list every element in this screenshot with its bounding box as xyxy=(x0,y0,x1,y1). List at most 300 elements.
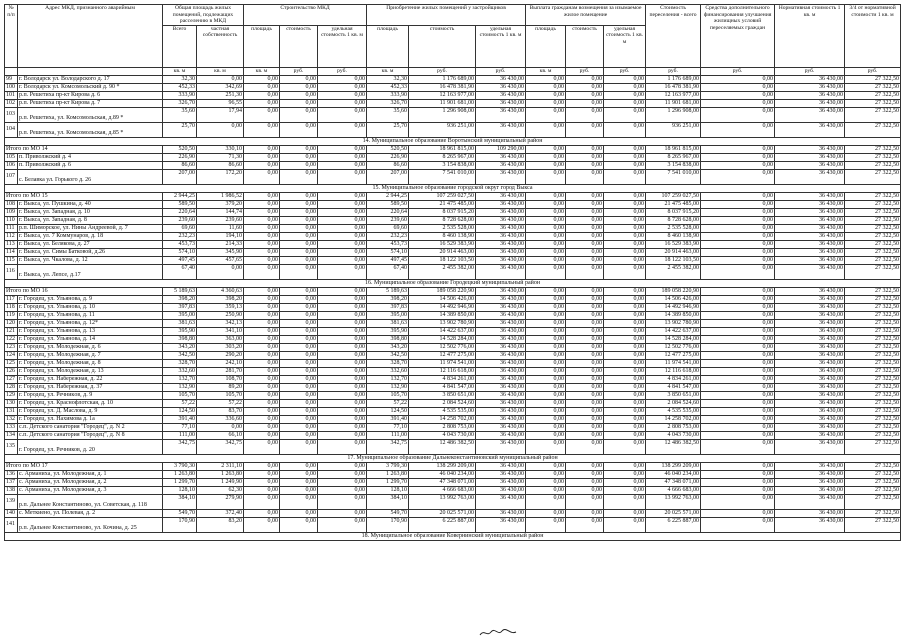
row-value: 290,20 xyxy=(197,351,244,359)
row-value: 0,00 xyxy=(280,232,318,240)
row-value: 83,70 xyxy=(197,407,244,415)
row-value: 21 475 485,00 xyxy=(646,200,701,208)
row-address: р.п. Решетиха пр-кт Кирова д. 6 xyxy=(18,91,163,99)
row-value: 27 322,50 xyxy=(845,431,901,439)
row-value: 0,00 xyxy=(318,83,367,91)
section-heading: 14. Муниципальное образование Воротынский муниципальный район xyxy=(5,137,901,145)
row-value: 1 986,52 xyxy=(197,192,244,200)
row-value: 144,74 xyxy=(197,208,244,216)
row-number: 102 xyxy=(5,99,18,107)
row-address: г. Городец, ул. Нахимова д. 1а xyxy=(18,415,163,423)
row-value: 3 850 651,00 xyxy=(409,391,476,399)
row-value: 0,00 xyxy=(318,439,367,454)
row-address: р.п. Решетиха, ул. Комсомольская, д.85 * xyxy=(18,122,163,137)
section-heading-row xyxy=(5,532,901,540)
row-address: р.п. Решетиха, ул. Комсомольская, д.89 * xyxy=(18,107,163,122)
row-value: 0,00 xyxy=(701,399,775,407)
row-value: 0,00 xyxy=(701,161,775,169)
row-value: 0,00 xyxy=(566,145,604,153)
row-value: 0,00 xyxy=(526,478,566,486)
row-value: 0,00 xyxy=(566,399,604,407)
row-value: 391,40 xyxy=(367,415,409,423)
row-value: 36 430,00 xyxy=(476,462,526,470)
table-row xyxy=(5,383,901,391)
row-value: 36 430,00 xyxy=(775,248,845,256)
row-value: 207,00 xyxy=(163,169,197,184)
table-row xyxy=(5,367,901,375)
row-value: 0,00 xyxy=(244,509,280,517)
row-value: 0,00 xyxy=(604,161,646,169)
row-value: 0,00 xyxy=(244,415,280,423)
table-row xyxy=(5,216,901,224)
row-value: 0,00 xyxy=(280,415,318,423)
row-value: 36 430,00 xyxy=(476,287,526,295)
row-number: 138 xyxy=(5,486,18,494)
row-value: 6 225 887,00 xyxy=(646,517,701,532)
row-value: 170,90 xyxy=(367,517,409,532)
row-value: 0,00 xyxy=(566,407,604,415)
row-value: 107 259 027,50 xyxy=(646,192,701,200)
row-value: 0,00 xyxy=(318,486,367,494)
row-value: 574,10 xyxy=(163,248,197,256)
row-value: 342,13 xyxy=(197,319,244,327)
row-value: 1 263,80 xyxy=(163,470,197,478)
row-value: 0,00 xyxy=(244,145,280,153)
units-cell: кв. м xyxy=(526,67,566,75)
section-heading-row xyxy=(5,279,901,287)
row-value: 0,00 xyxy=(280,367,318,375)
row-value: 250,90 xyxy=(197,311,244,319)
row-value: 0,00 xyxy=(318,169,367,184)
row-value: 36 430,00 xyxy=(476,439,526,454)
row-value: 384,10 xyxy=(367,494,409,509)
row-address: с.п. Детского санатория "Городец", д. N 8 xyxy=(18,431,163,439)
row-value: 13 902 780,90 xyxy=(409,319,476,327)
row-value: 398,20 xyxy=(197,295,244,303)
row-value: 0,00 xyxy=(701,287,775,295)
row-address: г. Городец, ул. Ульянова, д. 13 xyxy=(18,327,163,335)
row-address: г. Выкса, ул. Лепсе, д.17 xyxy=(18,264,163,279)
row-value: 0,00 xyxy=(244,99,280,107)
row-value: 109 290,00 xyxy=(476,145,526,153)
row-value: 21 475 485,00 xyxy=(409,200,476,208)
row-value: 0,00 xyxy=(526,208,566,216)
row-value: 27 322,50 xyxy=(845,494,901,509)
row-value: 0,00 xyxy=(566,383,604,391)
row-value: 0,00 xyxy=(701,264,775,279)
row-value: 36 430,00 xyxy=(476,486,526,494)
row-address: с.п. Детского санатория "Городец", д. N 2 xyxy=(18,423,163,431)
row-value: 0,00 xyxy=(701,99,775,107)
row-value: 0,00 xyxy=(604,423,646,431)
row-value: 0,00 xyxy=(526,423,566,431)
row-value: 0,00 xyxy=(318,311,367,319)
row-value: 0,00 xyxy=(318,122,367,137)
row-number: 120 xyxy=(5,319,18,327)
row-value: 1 176 689,00 xyxy=(409,75,476,83)
table-row xyxy=(5,264,901,279)
row-number: 110 xyxy=(5,216,18,224)
row-value: 395,00 xyxy=(367,311,409,319)
row-number: 125 xyxy=(5,359,18,367)
row-value: 12 116 618,00 xyxy=(646,367,701,375)
row-value: 0,00 xyxy=(566,240,604,248)
row-number: 114 xyxy=(5,248,18,256)
row-value: 83,20 xyxy=(197,517,244,532)
row-value: 66,10 xyxy=(197,431,244,439)
row-value: 0,00 xyxy=(280,470,318,478)
row-value: 8 037 915,20 xyxy=(409,208,476,216)
row-value: 0,00 xyxy=(566,431,604,439)
row-value: 4 360,63 xyxy=(197,287,244,295)
row-value: 36 430,00 xyxy=(775,470,845,478)
row-value: 25,70 xyxy=(367,122,409,137)
table-row xyxy=(5,169,901,184)
row-value: 36 430,00 xyxy=(476,383,526,391)
row-value: 36 430,00 xyxy=(775,264,845,279)
row-value: 14 422 637,00 xyxy=(409,327,476,335)
row-value: 239,60 xyxy=(367,216,409,224)
row-value: 384,10 xyxy=(163,494,197,509)
row-value: 14 258 702,00 xyxy=(409,415,476,423)
row-value: 0,00 xyxy=(566,287,604,295)
row-value: 0,00 xyxy=(318,407,367,415)
row-value: 32,30 xyxy=(163,75,197,83)
row-value: 0,00 xyxy=(244,107,280,122)
row-value: 0,00 xyxy=(566,351,604,359)
table-row xyxy=(5,359,901,367)
row-value: 36 430,00 xyxy=(476,327,526,335)
row-value: 14 492 946,90 xyxy=(646,303,701,311)
row-value: 342,69 xyxy=(197,83,244,91)
row-value: 342,50 xyxy=(163,351,197,359)
row-value: 0,00 xyxy=(526,122,566,137)
row-value: 0,00 xyxy=(280,295,318,303)
row-number: 116 xyxy=(5,264,18,279)
row-value: 0,00 xyxy=(526,383,566,391)
subtotal-row xyxy=(5,287,901,295)
col-comp-unit: удельная стоимость 1 кв. м xyxy=(604,25,646,67)
row-value: 0,00 xyxy=(566,83,604,91)
row-value: 0,00 xyxy=(280,431,318,439)
row-value: 172,20 xyxy=(197,169,244,184)
row-value: 4 535 535,00 xyxy=(409,407,476,415)
row-value: 7 541 010,00 xyxy=(646,169,701,184)
row-value: 14 258 702,00 xyxy=(646,415,701,423)
row-number: 127 xyxy=(5,375,18,383)
units-cell: руб. xyxy=(701,67,775,75)
row-value: 27 322,50 xyxy=(845,264,901,279)
row-value: 0,00 xyxy=(244,367,280,375)
row-value: 27 322,50 xyxy=(845,375,901,383)
row-value: 6 225 887,00 xyxy=(409,517,476,532)
row-value: 0,00 xyxy=(244,161,280,169)
row-value: 132,70 xyxy=(367,375,409,383)
row-value: 341,10 xyxy=(197,327,244,335)
row-value: 0,00 xyxy=(526,367,566,375)
row-value: 0,00 xyxy=(318,399,367,407)
subtotal-label: Итого по МО 17 xyxy=(5,462,163,470)
row-number: 112 xyxy=(5,232,18,240)
row-number: 131 xyxy=(5,407,18,415)
row-value: 0,00 xyxy=(318,351,367,359)
row-value: 36 430,00 xyxy=(775,200,845,208)
row-value: 20 025 571,00 xyxy=(646,509,701,517)
row-value: 124,50 xyxy=(163,407,197,415)
row-address: г. Выкса, ул. Чкалова, д. 12 xyxy=(18,256,163,264)
row-value: 128,10 xyxy=(163,486,197,494)
section-heading-row xyxy=(5,137,901,145)
row-value: 12 116 618,00 xyxy=(409,367,476,375)
col-buy-area: площадь xyxy=(367,25,409,67)
row-value: 18 961 815,00 xyxy=(646,145,701,153)
row-address: с. Меткиено, ул. Полевая, д. 2 xyxy=(18,509,163,517)
row-value: 86,60 xyxy=(197,161,244,169)
row-value: 0,00 xyxy=(701,462,775,470)
row-value: 36 430,00 xyxy=(476,343,526,351)
row-value: 0,00 xyxy=(526,517,566,532)
row-value: 0,00 xyxy=(318,208,367,216)
row-number: 103 xyxy=(5,107,18,122)
row-value: 342,75 xyxy=(163,439,197,454)
row-value: 20 025 571,00 xyxy=(409,509,476,517)
row-value: 18 122 103,50 xyxy=(409,256,476,264)
subtotal-row xyxy=(5,462,901,470)
row-value: 27 322,50 xyxy=(845,153,901,161)
row-value: 0,00 xyxy=(280,335,318,343)
row-value: 549,70 xyxy=(163,509,197,517)
row-value: 36 430,00 xyxy=(775,99,845,107)
row-value: 0,00 xyxy=(244,224,280,232)
row-value: 0,00 xyxy=(566,224,604,232)
row-value: 108,70 xyxy=(197,375,244,383)
row-value: 0,00 xyxy=(526,264,566,279)
row-value: 0,00 xyxy=(244,327,280,335)
row-number: 101 xyxy=(5,91,18,99)
row-value: 2 808 753,00 xyxy=(646,423,701,431)
row-value: 36 430,00 xyxy=(775,240,845,248)
row-value: 13 992 763,00 xyxy=(409,494,476,509)
units-cell: руб. xyxy=(318,67,367,75)
row-value: 232,23 xyxy=(367,232,409,240)
row-value: 0,00 xyxy=(244,407,280,415)
row-value: 0,00 xyxy=(244,75,280,83)
row-address: с. Белавка ул. Горького д. 26 xyxy=(18,169,163,184)
subtotal-label: Итого по МО 15 xyxy=(5,192,163,200)
row-value: 4 834 261,00 xyxy=(409,375,476,383)
row-value: 0,00 xyxy=(566,462,604,470)
row-value: 128,10 xyxy=(367,486,409,494)
row-value: 0,00 xyxy=(318,383,367,391)
col-comp-area: площадь xyxy=(526,25,566,67)
row-value: 0,00 xyxy=(604,192,646,200)
row-value: 12 477 275,00 xyxy=(409,351,476,359)
row-value: 11 974 541,00 xyxy=(409,359,476,367)
row-value: 0,00 xyxy=(244,91,280,99)
row-number: 135 xyxy=(5,439,18,454)
row-value: 281,70 xyxy=(197,367,244,375)
row-value: 0,00 xyxy=(701,75,775,83)
row-value: 0,00 xyxy=(280,517,318,532)
row-value: 67,40 xyxy=(367,264,409,279)
row-value: 36 430,00 xyxy=(476,232,526,240)
row-value: 328,70 xyxy=(367,359,409,367)
col-address: Адрес МКД, признанного аварийным xyxy=(18,5,163,68)
row-value: 0,00 xyxy=(318,462,367,470)
row-value: 27 322,50 xyxy=(845,169,901,184)
row-value: 395,90 xyxy=(163,327,197,335)
row-value: 0,00 xyxy=(701,423,775,431)
row-value: 398,20 xyxy=(163,295,197,303)
table-row xyxy=(5,407,901,415)
row-value: 47 348 071,00 xyxy=(646,478,701,486)
row-value: 36 430,00 xyxy=(775,91,845,99)
row-value: 0,00 xyxy=(280,439,318,454)
row-value: 27 322,50 xyxy=(845,161,901,169)
row-value: 2 535 528,00 xyxy=(646,224,701,232)
row-value: 36 430,00 xyxy=(476,216,526,224)
row-value: 3 154 838,00 xyxy=(646,161,701,169)
row-value: 0,00 xyxy=(566,107,604,122)
row-value: 0,00 xyxy=(604,99,646,107)
row-value: 36 430,00 xyxy=(775,486,845,494)
row-value: 332,60 xyxy=(367,367,409,375)
row-value: 0,00 xyxy=(566,208,604,216)
units-cell xyxy=(5,67,18,75)
row-value: 4 043 730,00 xyxy=(646,431,701,439)
row-value: 0,00 xyxy=(604,327,646,335)
row-value: 0,00 xyxy=(244,295,280,303)
row-value: 0,00 xyxy=(318,161,367,169)
row-value: 36 430,00 xyxy=(775,415,845,423)
col-area-total: Всего xyxy=(163,25,197,67)
row-value: 27 322,50 xyxy=(845,517,901,532)
row-value: 69,60 xyxy=(367,224,409,232)
row-value: 0,00 xyxy=(280,351,318,359)
units-cell xyxy=(18,67,163,75)
row-value: 520,50 xyxy=(163,145,197,153)
row-value: 0,00 xyxy=(244,248,280,256)
row-value: 0,00 xyxy=(526,327,566,335)
row-address: г. Городец, ул. Ульянова, д. 9 xyxy=(18,295,163,303)
row-value: 27 322,50 xyxy=(845,224,901,232)
row-value: 0,00 xyxy=(526,107,566,122)
row-number: 115 xyxy=(5,256,18,264)
col-build-area: площадь xyxy=(244,25,280,67)
row-value: 36 430,00 xyxy=(775,407,845,415)
row-address: г. Городец, ул. Молодежная, д. 13 xyxy=(18,367,163,375)
row-value: 0,00 xyxy=(197,75,244,83)
row-value: 105,70 xyxy=(367,391,409,399)
row-value: 36 430,00 xyxy=(476,359,526,367)
row-value: 36 430,00 xyxy=(476,391,526,399)
row-value: 0,00 xyxy=(318,248,367,256)
row-value: 239,60 xyxy=(163,216,197,224)
row-value: 105,70 xyxy=(163,391,197,399)
row-value: 0,00 xyxy=(701,335,775,343)
row-value: 0,00 xyxy=(604,232,646,240)
row-value: 16 478 381,90 xyxy=(646,83,701,91)
table-row xyxy=(5,153,901,161)
row-value: 0,00 xyxy=(318,287,367,295)
row-value: 345,90 xyxy=(197,248,244,256)
row-value: 0,00 xyxy=(280,200,318,208)
row-value: 0,00 xyxy=(280,311,318,319)
row-value: 0,00 xyxy=(566,478,604,486)
row-value: 0,00 xyxy=(701,494,775,509)
row-value: 27 322,50 xyxy=(845,216,901,224)
row-value: 0,00 xyxy=(604,351,646,359)
row-value: 0,00 xyxy=(604,216,646,224)
row-value: 2 311,10 xyxy=(197,462,244,470)
row-value: 0,00 xyxy=(566,517,604,532)
row-value: 0,00 xyxy=(526,91,566,99)
row-address: г. Городец, ул. Молодежная, д. 8 xyxy=(18,359,163,367)
row-value: 36 430,00 xyxy=(476,295,526,303)
row-value: 14 506 426,00 xyxy=(409,295,476,303)
row-number: 111 xyxy=(5,224,18,232)
row-value: 303,20 xyxy=(197,343,244,351)
table-row xyxy=(5,224,901,232)
row-value: 0,00 xyxy=(566,319,604,327)
row-value: 0,00 xyxy=(604,494,646,509)
row-value: 36 430,00 xyxy=(476,240,526,248)
row-address: г. Выкса, ул. Белякова, д. 27 xyxy=(18,240,163,248)
row-address: г. Городец, ул. Молодежная, д. 7 xyxy=(18,351,163,359)
row-value: 4 535 535,00 xyxy=(646,407,701,415)
row-value: 0,00 xyxy=(526,169,566,184)
row-value: 27 322,50 xyxy=(845,470,901,478)
row-value: 36 430,00 xyxy=(775,335,845,343)
row-value: 328,70 xyxy=(163,359,197,367)
row-value: 1 299,70 xyxy=(163,478,197,486)
row-number: 130 xyxy=(5,399,18,407)
table-row xyxy=(5,232,901,240)
row-value: 0,00 xyxy=(526,391,566,399)
col-group-area: Общая площадь жилых помещений, подлежащих расселению в МКД xyxy=(163,5,244,26)
row-value: 8 265 967,00 xyxy=(409,153,476,161)
row-value: 0,00 xyxy=(701,470,775,478)
row-value: 0,00 xyxy=(244,319,280,327)
row-value: 0,00 xyxy=(318,327,367,335)
subtotal-row xyxy=(5,145,901,153)
row-value: 3 154 838,00 xyxy=(409,161,476,169)
row-value: 2 455 382,00 xyxy=(646,264,701,279)
table-row xyxy=(5,99,901,107)
row-value: 0,00 xyxy=(566,216,604,224)
row-value: 0,00 xyxy=(526,509,566,517)
row-value: 0,00 xyxy=(701,359,775,367)
row-number: 107 xyxy=(5,169,18,184)
row-value: 0,00 xyxy=(244,287,280,295)
row-value: 0,00 xyxy=(318,224,367,232)
row-value: 36 430,00 xyxy=(476,122,526,137)
row-value: 936 251,00 xyxy=(409,122,476,137)
row-value: 36 430,00 xyxy=(775,399,845,407)
row-value: 0,00 xyxy=(701,407,775,415)
row-value: 0,00 xyxy=(280,494,318,509)
row-value: 57,22 xyxy=(197,399,244,407)
row-value: 372,40 xyxy=(197,509,244,517)
row-value: 124,50 xyxy=(367,407,409,415)
row-value: 36 430,00 xyxy=(775,343,845,351)
row-number: 124 xyxy=(5,351,18,359)
row-value: 0,00 xyxy=(604,343,646,351)
row-value: 0,00 xyxy=(526,311,566,319)
table-row xyxy=(5,391,901,399)
row-value: 0,00 xyxy=(701,232,775,240)
row-value: 0,00 xyxy=(280,375,318,383)
